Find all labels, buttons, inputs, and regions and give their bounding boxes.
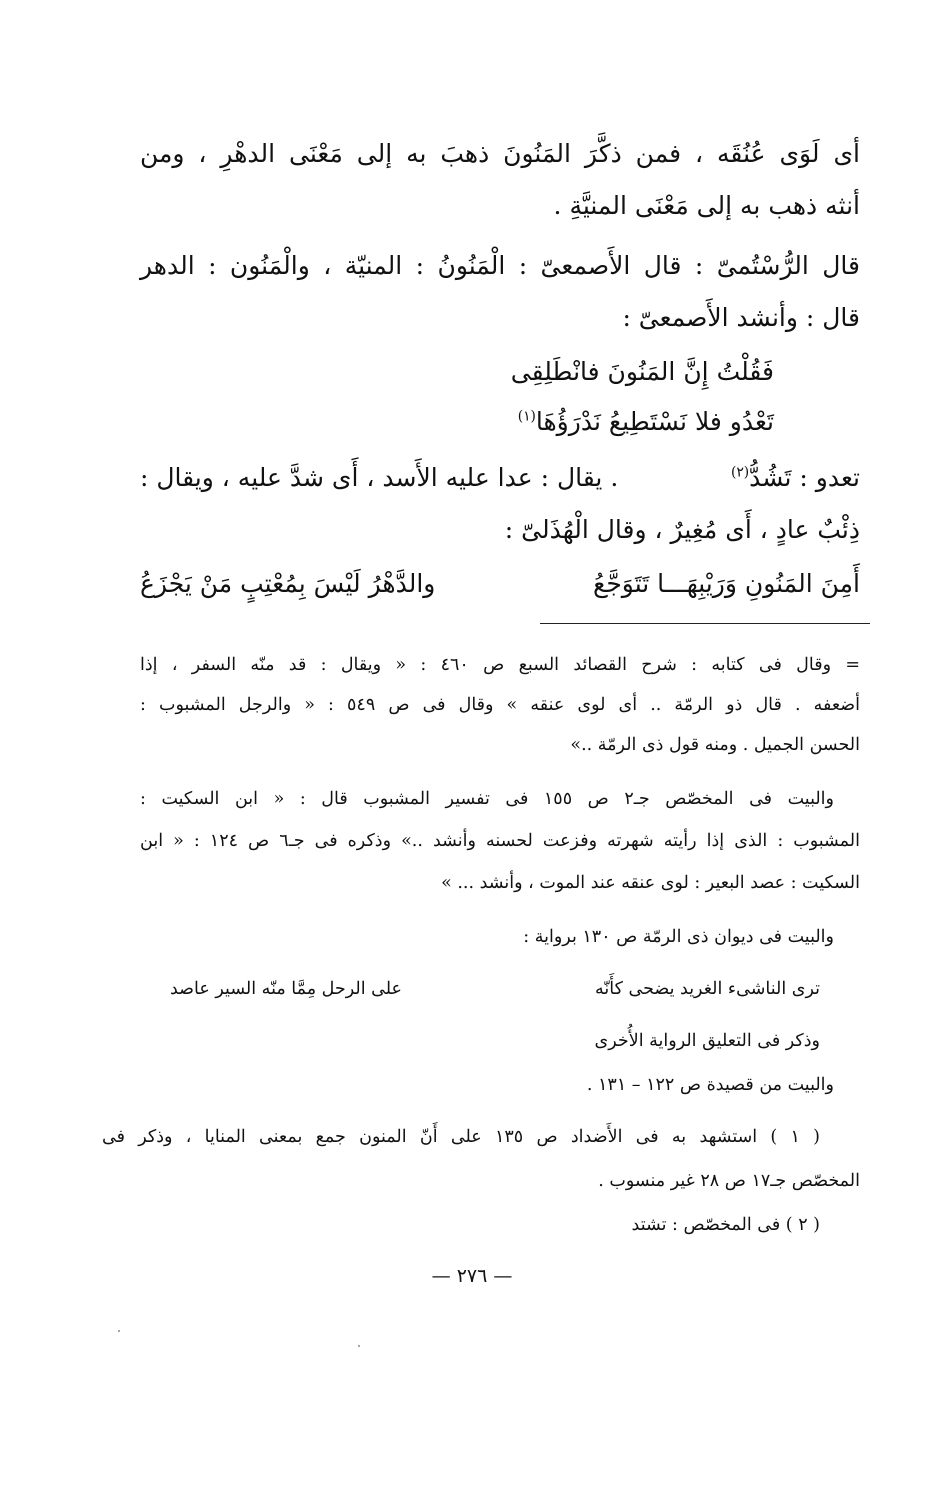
verse-line-1: فَقُلْتُ إِنَّ المَنُونَ فانْطَلِقِى [510, 357, 774, 386]
footnote-line-5: المشبوب : الذى إذا رأيته شهرته وفزعت لحسنه وأنشد ..» وذكره فى جـ٦ ص ١٢٤ : « ابن [140, 831, 860, 851]
footnote-line-3: الحسن الجميل . ومنه قول ذى الرمّة ..» [570, 735, 860, 755]
footnote-line-1: = وقال فى كتابه : شرح القصائد السبع ص ٤٦٠ : « ويقال : قد منّه السفر ، إذا [140, 655, 861, 675]
main-line-5-rest: . يقال : عدا عليه الأَسد ، أَى شدَّ عليه ، ويقال : [140, 463, 619, 492]
footnote-mark-1: (١) [517, 408, 536, 425]
footnote-line-12: ( ٢ ) فى المخصّص : تشتد [631, 1215, 820, 1235]
footnote-line-6: السكيت : عصد البعير : لوى عنقه عند الموت ، وأنشد ... » [441, 873, 860, 893]
scan-speck [118, 1330, 120, 1332]
footnote-line-9: والبيت من قصيدة ص ١٢٢ – ١٣١ . [586, 1075, 834, 1095]
verse-hemistich-1: أَمِنَ المَنُونِ وَرَيْبِهَـــا تَتَوَجَّعُ [593, 569, 860, 598]
footnote-line-2: أضعفه . قال ذو الرمّة .. أى لوى عنقه » وقال فى ص ٥٤٩ : « والرجل المشبوب : [140, 695, 860, 715]
footnote-line-8: وذكر فى التعليق الرواية الأُخرى [594, 1031, 820, 1051]
footnote-verse-hemistich-1: ترى الناشىء الغريد يضحى كأَنّه [595, 979, 820, 999]
verse-hemistich-2: والدَّهْرُ لَيْسَ بِمُعْتِبٍ مَنْ يَجْزَعُ [140, 569, 436, 598]
main-line-6: ذِئْبٌ عادٍ ، أَى مُغِيرٌ ، وقال الْهُذَلىّ : [504, 515, 860, 544]
footnote-verse-hemistich-2: على الرحل مِمَّا منّه السير عاصد [170, 979, 402, 999]
main-line-4: قال : وأنشد الأَصمعىّ : [622, 303, 860, 332]
footnote-line-10: ( ١ ) استشهد به فى الأَضداد ص ١٣٥ على أَنّ المنون جمع بمعنى المنايا ، وذكر فى [102, 1127, 821, 1147]
main-line-3: قال الرُّسْتُمىّ : قال الأَصمعىّ : الْمَنُونُ : المنيّة ، والْمَنُون : الدهر [140, 251, 860, 280]
gloss-term: تعدو : تَشُدُّ [749, 463, 860, 492]
scan-speck [358, 1345, 360, 1347]
main-line-5 [140, 462, 860, 494]
footnote-separator [540, 623, 870, 624]
main-line-2: أنثه ذهب به إلى مَعْنَى المنيَّةِ . [553, 191, 860, 220]
verse-line-2-text: تَعْدُو فلا نَسْتَطِيعُ نَدْرَؤُهَا [535, 407, 774, 436]
main-line-1: أى لَوَى عُنُقَه ، فمن ذكَّرَ المَنُونَ ذهبَ به إلى مَعْنَى الدهْرِ ، ومن [140, 139, 860, 168]
footnote-line-7: والبيت فى ديوان ذى الرمّة ص ١٣٠ برواية : [523, 927, 834, 947]
footnote-line-11: المخصّص جـ١٧ ص ٢٨ غير منسوب . [598, 1171, 860, 1191]
main-line-5-start [731, 462, 860, 494]
footnote-mark-2: (٢) [730, 464, 750, 481]
page-number: — ٢٧٦ — [431, 1265, 513, 1287]
footnote-line-4: والبيت فى المخصّص جـ٢ ص ١٥٥ فى تفسير المشبوب قال : « ابن السكيت : [140, 789, 834, 809]
verse-line-2 [518, 406, 774, 438]
